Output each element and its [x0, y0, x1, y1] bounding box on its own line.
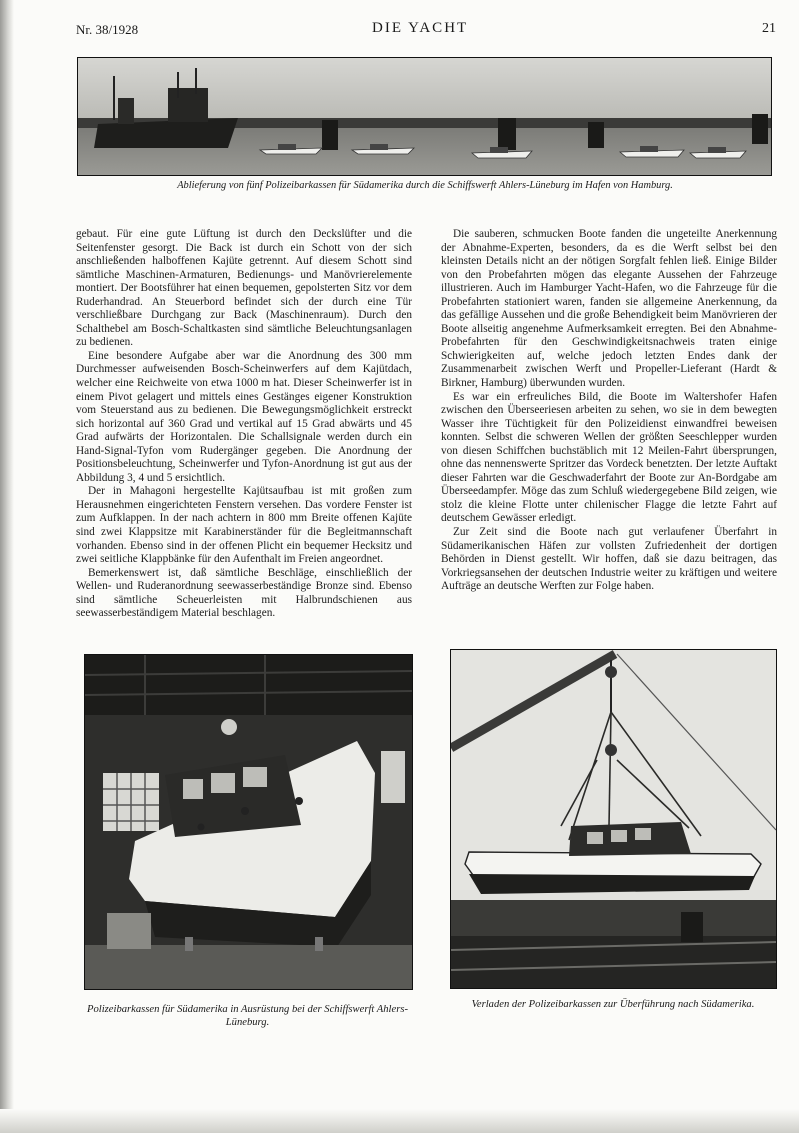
issue-number: Nr. 38/1928 — [76, 22, 139, 37]
paragraph: Es war ein erfreuliches Bild, die Boote im Waltershofer Hafen zwischen den Überseeriesen arbeiten zu sehen, wo sie in dem bewegten Wasser ihre Tüchtigkeit für den Polizeidienst einwandfrei beweisen konnten. Selbst die schweren Wellen der größten Seeschlepper wurden von diesen Schiffchen buchstäblich mit 12 Meilen-Fahrt übersprungen, ohne das nennenswerte Spritzer das Vordeck benetzten. Der letzte Auftakt dieser Fahrten war die Geschwaderfahrt der Boote zur An-Bordgabe am Überseedampfer. Möge das zum Schluß wiedergegebene Bild zeigen, wie stolz die kleine Flotte unter chilenischer Flagge die letzte Fahrt auf deutschem Gewässer erledigt. — [441, 390, 777, 525]
text-column-left — [76, 228, 412, 621]
page-number: 21 — [762, 21, 776, 36]
top-harbor-photo — [77, 57, 772, 176]
page-bottom-edge — [0, 1109, 799, 1133]
paragraph: Zur Zeit sind die Boote nach gut verlaufener Überfahrt in Südamerikanischen Häfen zur vollsten Zufriedenheit der dortigen Behörden in Dienst gestellt. Wir hoffen, daß sie dazu beitragen, das Vorkriegsansehen der deutschen Industrie weiter zu kräftigen und weitere Aufträge an deutsche Werften zur Folge haben. — [441, 526, 777, 593]
running-head — [76, 22, 776, 42]
paragraph: Der in Mahagoni hergestellte Kajütsaufbau ist mit großen zum Herausnehmen eingerichteten Fenstern versehen. Das vordere Fenster ist zum Aufklappen. In der nach achtern in 800 mm Breite offenen Kajüte sind zwei Klappsitze mit Karabinerständer für die Begleitmannschaft vorhanden. Ebenso sind in der offenen Plicht ein bequemer Hecksitz und zwei seitliche Klappbänke für den Aufenthalt im Freien angeordnet. — [76, 485, 412, 566]
text-column-right — [441, 228, 777, 594]
paragraph: Die sauberen, schmucken Boote fanden die ungeteilte Anerkennung der Abnahme-Experten, besonders, da es die Werft selbst bei den kleinsten Details nicht an der nötigen Sorgfalt fehlen ließ. Einige Bilder von den Probefahrten mögen das elegante Aussehen der Fahrzeuge illustrieren. Auch im Hamburger Yacht-Hafen, wo die Fahrzeuge für die Probefahrten stationiert waren, fanden sie allgemeine Anerkennung, da das gefällige Aussehen und die große Behendigkeit beim Manövrieren der Boote allseitig angenehme Aufmerksamkeit erregten. Bei den Abnahme-Probefahrten für den Geschwindigkeitsnachweis traten einige Schwierigkeiten auf, welche jedoch letzten Endes dank der Zusammenarbeit zwischen Werft und Propeller-Lieferant (Hardt & Birkner, Hamburg) überwunden wurden. — [441, 228, 777, 390]
crane-photo-caption: Verladen der Polizeibarkassen zur Überführung nach Südamerika. — [471, 999, 755, 1010]
paragraph: Bemerkenswert ist, daß sämtliche Beschläge, einschließlich der Wellen- und Ruderanordnung seewasserbeständige Bronze sind. Ebenso sind sämtliche Scheuerleisten mit Halbrundschienen aus seewasserbeständigem Material beschlagen. — [76, 566, 412, 620]
page-binding-shadow — [0, 0, 14, 1133]
paragraph: gebaut. Für eine gute Lüftung ist durch den Deckslüfter und die Seitenfenster gesorgt. Die Back ist durch ein Schott von der sich anschließenden halboffenen Kajüte getrennt. Auf diesem Schott sind sämtliche Maschinen-Armaturen, Bedienungs- und Manövrierelemente montiert. Der Bootsführer hat einen bequemen, gepolsterten Sitz vor dem Ruderhandrad. An Steuerbord befindet sich der durch eine Tür verschließbare Durchgang zur Back (Maschinenraum). Durch den Schalthebel am Bosch-Schaltkasten sind sämtliche Beleuchtungsanlagen zu bedienen. — [76, 228, 412, 349]
crane-loading-photo — [450, 649, 777, 989]
magazine-title: DIE YACHT — [372, 20, 469, 36]
paragraph: Eine besondere Aufgabe aber war die Anordnung des 300 mm Durchmesser aufweisenden Bosch-Scheinwerfers auf dem Kajütdach, welcher eine Reichweite von etwa 1000 m hat. Dieser Scheinwerfer ist in einem Pivot gelagert und mittels eines Gestänges eigener Konstruktion vom Steuerstand aus zu bedienen. Die Bewegungsmöglichkeit erstreckt sich horizontal auf 360 Grad und vertikal auf 15 Grad abwärts und 45 Grad aufwärts der Horizontalen. Die Schallsignale werden durch ein Hand-Signal-Tyfon vom Rudergänger gegeben. Die Anordnung der Positionsbeleuchtung, Scheinwerfer und Tyfon-Anordnung ist gut aus der Abbildung 3, 4 und 5 ersichtlich. — [76, 349, 412, 484]
shipyard-photo-caption: Polizeibarkassen für Südamerika in Ausrüstung bei der Schiffswerft Ahlers-Lüneburg. — [87, 1004, 408, 1028]
top-photo-caption: Ablieferung von fünf Polizeibarkassen für Südamerika durch die Schiffswerft Ahlers-Lüneburg im Hafen von Hamburg. — [177, 180, 673, 191]
shipyard-boat-photo — [84, 654, 413, 990]
